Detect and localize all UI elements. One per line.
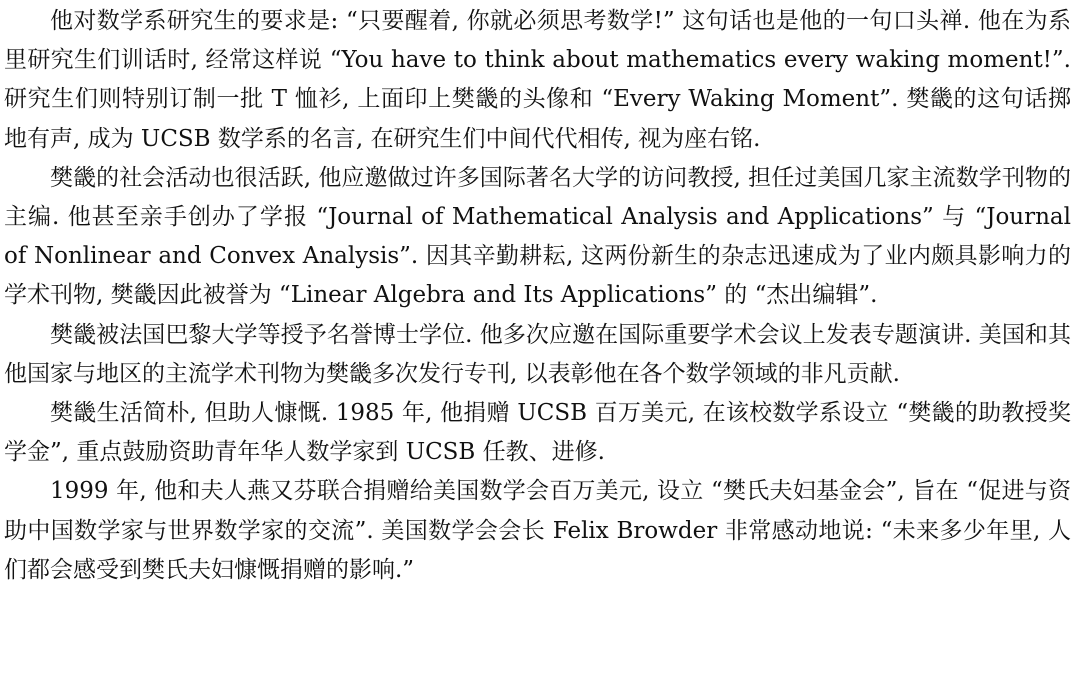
paragraph-2: 樊畿的社会活动也很活跃, 他应邀做过许多国际著名大学的访问教授, 担任过美国几家主流数学刊物的主编. 他甚至亲手创办了学报 “Journal of Mathematical Analysis and Applications” 与 “Journal of Nonlinear and Convex Analysis”. 因其辛勤耕耘, 这两份新生的杂志迅速成为了业内颇具影响力的学术刊物, 樊畿因此被誉为 “Linear Algebra and Its Applications” 的 “杰出编辑”.	[4, 164, 1071, 309]
paragraph-4: 樊畿生活简朴, 但助人慷慨. 1985 年, 他捐赠 UCSB 百万美元, 在该校数学系设立 “樊畿的助教授奖学金”, 重点鼓励资助青年华人数学家到 UCSB 任教、进修.	[4, 400, 1071, 466]
paragraph-3: 樊畿被法国巴黎大学等授予名誉博士学位. 他多次应邀在国际重要学术会议上发表专题演讲. 美国和其他国家与地区的主流学术刊物为樊畿多次发行专刊, 以表彰他在各个数学领域的非凡贡献.	[4, 321, 1071, 387]
paragraph-1: 他对数学系研究生的要求是: “只要醒着, 你就必须思考数学!” 这句话也是他的一句口头禅. 他在为系里研究生们训话时, 经常这样说 “You have to think about mathematics every waking moment!”. 研究生们则特别订制一批 T 恤衫, 上面印上樊畿的头像和 “Every Waking Moment”. 樊畿的这句话掷地有声, 成为 UCSB 数学系的名言, 在研究生们中间代代相传, 视为座右铭.	[4, 8, 1071, 152]
paragraph-5: 1999 年, 他和夫人燕又芬联合捐赠给美国数学会百万美元, 设立 “樊氏夫妇基金会”, 旨在 “促进与资助中国数学家与世界数学家的交流”. 美国数学会会长 Felix Browder 非常感动地说: “未来多少年里, 人们都会感受到樊氏夫妇慷慨捐赠的影响.”	[4, 478, 1071, 583]
